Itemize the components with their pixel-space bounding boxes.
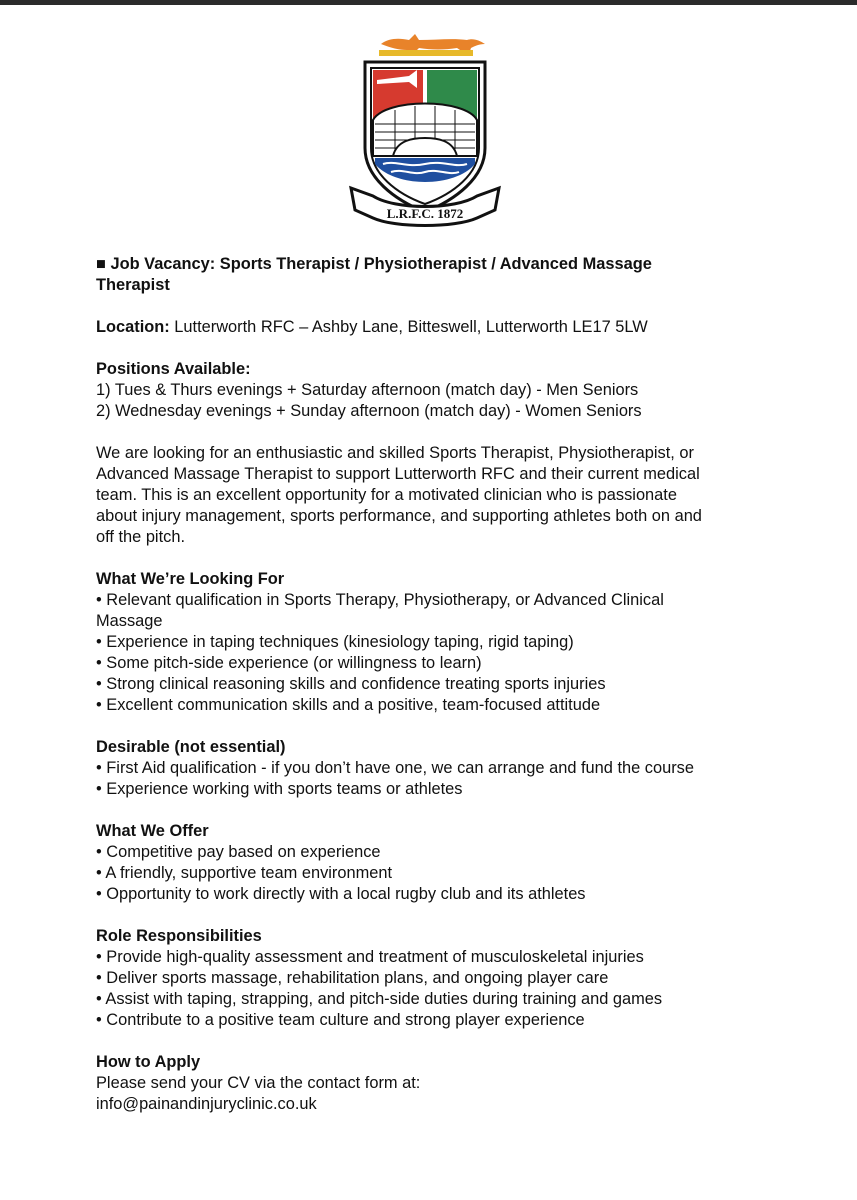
position-item: 2) Wednesday evenings + Sunday afternoon (match day) - Women Seniors: [96, 402, 642, 420]
top-border: [0, 0, 857, 5]
gold-bar: [379, 50, 473, 56]
responsibility-item: • Provide high-quality assessment and treatment of musculoskeletal injuries: [96, 947, 796, 968]
looking-for-item-continued: Massage: [96, 612, 163, 630]
title-bullet-icon: ■: [96, 255, 106, 273]
responsibility-item: • Assist with taping, strapping, and pitch-side duties during training and games: [96, 989, 796, 1010]
job-posting: [96, 254, 796, 1115]
positions-title: Positions Available:: [96, 360, 251, 378]
intro-line: off the pitch.: [96, 528, 185, 546]
responsibilities-title: Role Responsibilities: [96, 927, 262, 945]
desirable-item: • Experience working with sports teams or athletes: [96, 779, 796, 800]
looking-for-item: • Relevant qualification in Sports Therapy, Physiotherapy, or Advanced Clinical: [96, 590, 796, 611]
intro-line: team. This is an excellent opportunity for a motivated clinician who is passionate: [96, 486, 677, 504]
desirable-item: • First Aid qualification - if you don’t have one, we can arrange and fund the course: [96, 758, 796, 779]
apply-title: How to Apply: [96, 1053, 201, 1071]
apply-email: info@painandinjuryclinic.co.uk: [96, 1095, 317, 1113]
apply-instructions: Please send your CV via the contact form at:: [96, 1074, 421, 1092]
offer-item: • Competitive pay based on experience: [96, 842, 796, 863]
looking-for-item: • Strong clinical reasoning skills and confidence treating sports injuries: [96, 674, 796, 695]
looking-for-item: • Some pitch-side experience (or willingness to learn): [96, 653, 796, 674]
intro-line: about injury management, sports performance, and supporting athletes both on and: [96, 507, 702, 525]
offer-item: • A friendly, supportive team environment: [96, 863, 796, 884]
offer-title: What We Offer: [96, 822, 209, 840]
job-title-continued: Therapist: [96, 276, 170, 294]
position-item: 1) Tues & Thurs evenings + Saturday afternoon (match day) - Men Seniors: [96, 381, 639, 399]
motto-text: L.R.F.C. 1872: [386, 206, 464, 221]
looking-for-title: What We’re Looking For: [96, 570, 285, 588]
looking-for-item: • Experience in taping techniques (kinesiology taping, rigid taping): [96, 632, 796, 653]
location-label: Location:: [96, 318, 170, 336]
responsibility-item: • Deliver sports massage, rehabilitation plans, and ongoing player care: [96, 968, 796, 989]
intro-line: We are looking for an enthusiastic and skilled Sports Therapist, Physiotherapist, or: [96, 444, 694, 462]
intro-line: Advanced Massage Therapist to support Lutterworth RFC and their current medical: [96, 465, 700, 483]
location-value: Lutterworth RFC – Ashby Lane, Bitteswell, Lutterworth LE17 5LW: [169, 318, 648, 336]
looking-for-item: • Excellent communication skills and a positive, team-focused attitude: [96, 695, 796, 716]
job-title: ■ Job Vacancy: Sports Therapist / Physiotherapist / Advanced Massage: [96, 255, 652, 273]
responsibility-item: • Contribute to a positive team culture and strong player experience: [96, 1010, 796, 1031]
offer-item: • Opportunity to work directly with a local rugby club and its athletes: [96, 884, 796, 905]
desirable-title: Desirable (not essential): [96, 738, 286, 756]
location: [96, 317, 796, 338]
club-crest-logo: [345, 28, 505, 228]
